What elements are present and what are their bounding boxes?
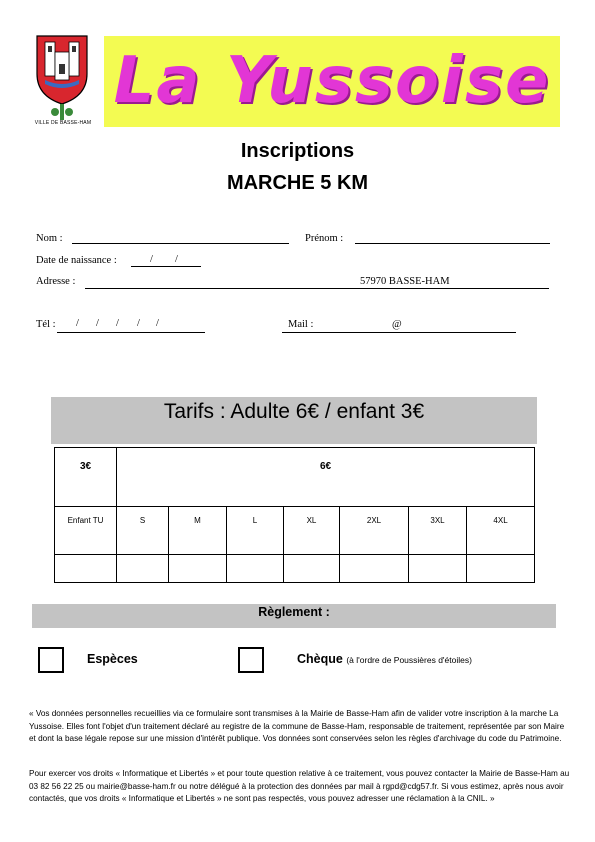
page-title: Inscriptions: [240, 140, 355, 162]
tarifs-text: Tarifs : Adulte 6€ / enfant 3€: [163, 400, 425, 423]
quantity-cell[interactable]: [55, 555, 117, 583]
quantity-cell[interactable]: [467, 555, 535, 583]
tel-slash: /: [156, 318, 159, 329]
quantity-cell[interactable]: [284, 555, 340, 583]
town-crest-logo: [33, 34, 91, 126]
quantity-cell[interactable]: [117, 555, 169, 583]
size-header: 2XL: [340, 507, 409, 555]
title-banner: [104, 36, 560, 127]
size-header: 3XL: [409, 507, 467, 555]
mail-label: Mail :: [288, 319, 314, 330]
size-header: XL: [284, 507, 340, 555]
tel-slash: /: [116, 318, 119, 329]
especes-checkbox[interactable]: [38, 647, 64, 673]
quantity-cell[interactable]: [409, 555, 467, 583]
adresse-city: 57970 BASSE-HAM: [360, 276, 450, 287]
quantity-cell[interactable]: [340, 555, 409, 583]
size-header: 4XL: [467, 507, 535, 555]
size-header: Enfant TU: [55, 507, 117, 555]
cheque-note: (à l'ordre de Poussières d'étoiles): [346, 655, 472, 665]
adresse-field[interactable]: [85, 288, 549, 289]
price-adult: 6€: [117, 448, 535, 507]
banner-title: La Yussoise: [113, 44, 551, 118]
dob-slash: /: [175, 254, 178, 265]
cheque-checkbox[interactable]: [238, 647, 264, 673]
especes-label: Espèces: [87, 652, 138, 666]
size-header: L: [227, 507, 284, 555]
tel-label: Tél :: [36, 319, 56, 330]
quantity-cell[interactable]: [169, 555, 227, 583]
tel-field[interactable]: [57, 332, 205, 333]
quantity-cell[interactable]: [227, 555, 284, 583]
page-subtitle: MARCHE 5 KM: [226, 172, 369, 194]
reglement-title: Règlement :: [258, 605, 330, 619]
tel-slash: /: [96, 318, 99, 329]
cheque-label: Chèque: [297, 652, 343, 666]
price-child: 3€: [55, 448, 117, 507]
town-caption: VILLE DE BASSE-HAM: [34, 120, 92, 126]
tel-slash: /: [137, 318, 140, 329]
privacy-notice-para1: « Vos données personnelles recueillies via ce formulaire sont transmises à la Mairie de Basse-Ham afin de valider votre inscription à la marche La Yussoise. Elles font l'objet d'un traitement déclaré au registre de la commune de Basse-Ham, responsable de traitement, représentée par son Maire et dont la base légale repose sur une mission d'intérêt publique. Vos données sont conservées selon les règles d'archivage du code du Patrimoine.: [29, 709, 565, 744]
tel-slash: /: [76, 318, 79, 329]
size-header: M: [169, 507, 227, 555]
mail-field[interactable]: [282, 332, 516, 333]
dob-label: Date de naissance :: [36, 255, 117, 266]
dob-slash: /: [150, 254, 153, 265]
prenom-label: Prénom :: [305, 233, 344, 244]
nom-label: Nom :: [36, 233, 63, 244]
privacy-notice-para2: Pour exercer vos droits « Informatique et Libertés » et pour toute question relative à ce traitement, vous pouvez contacter la Mairie de Basse-Ham au 03 82 56 22 25 ou mairie@basse-ham.fr ou notre délégué à la protection des données par mail à rgpd@cdg57.fr. Si vous estimez, après nous avoir contactés, que vos droits « Informatique et Libertés » ne sont pas respectés, vous pouvez adresser une réclamation à la CNIL. »: [29, 769, 570, 804]
adresse-label: Adresse :: [36, 276, 76, 287]
size-header: S: [117, 507, 169, 555]
tshirt-size-table: [54, 447, 535, 583]
cheque-option: [297, 652, 472, 666]
prenom-field[interactable]: [355, 243, 550, 244]
dob-field[interactable]: [131, 266, 201, 267]
mail-at: @: [392, 319, 402, 330]
nom-field[interactable]: [72, 243, 289, 244]
